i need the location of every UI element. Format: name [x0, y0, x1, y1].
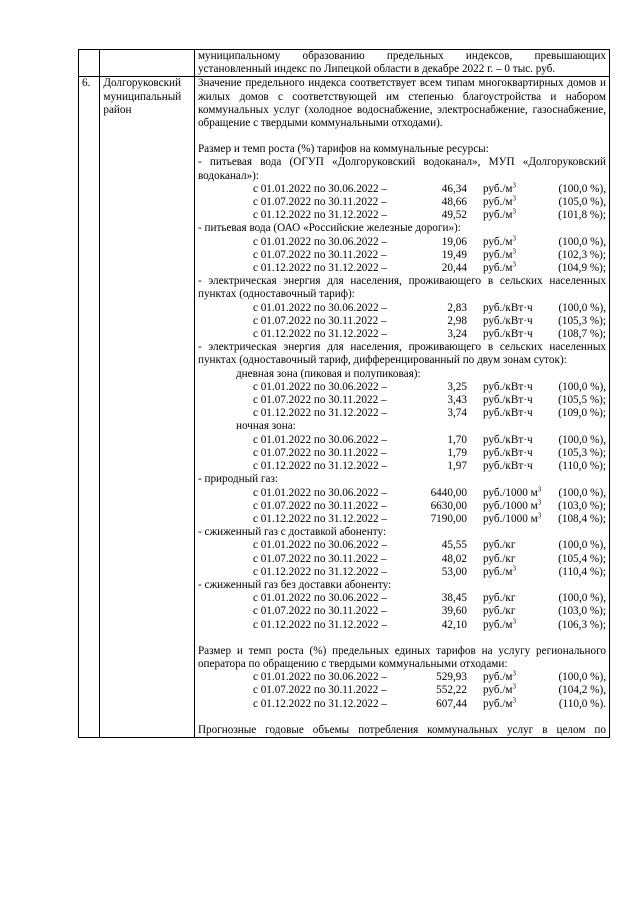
rate-line	[198, 592, 606, 605]
rate-percent: (108,4 %);	[558, 512, 606, 525]
rate-unit-text: руб./кВт·ч	[482, 380, 533, 393]
rate-unit-text: руб./кВт·ч	[482, 460, 533, 473]
rate-unit-superscript: 3	[512, 207, 517, 216]
rate-unit	[467, 553, 551, 566]
rate-value: 1,97	[447, 460, 467, 473]
rate-unit-text: руб./1000 м	[482, 499, 538, 512]
rate-period: с 01.12.2022 по 31.12.2022 –	[252, 618, 387, 631]
prev-text-line-1: муниципальному образованию предельных индексов, превышающих	[197, 50, 606, 62]
rate-value: 48,66	[441, 196, 467, 209]
rate-percent: (104,2 %),	[558, 684, 606, 697]
row-number-cell	[79, 50, 100, 77]
rate-line	[198, 302, 606, 315]
rate-period: с 01.07.2022 по 30.11.2022 –	[252, 684, 387, 697]
rate-period: с 01.01.2022 по 30.06.2022 –	[252, 671, 387, 684]
row-6-text	[194, 77, 609, 738]
rate-unit-text: руб./м	[482, 235, 513, 248]
rate-line	[198, 616, 606, 632]
rate-unit-superscript: 3	[537, 497, 542, 506]
table-row-6	[79, 77, 610, 738]
rate-percent: (110,4 %);	[558, 565, 606, 578]
rate-line	[198, 539, 606, 552]
rate-period: с 01.07.2022 по 30.11.2022 –	[252, 605, 387, 618]
rate-unit-text: руб./м	[482, 684, 513, 697]
rate-unit-superscript: 3	[512, 233, 517, 242]
rate-value: 53,00	[441, 565, 467, 578]
tariff-group-title: - сжиженный газ без доставки абоненту:	[197, 578, 392, 591]
rate-period: с 01.01.2022 по 30.06.2022 –	[252, 592, 387, 605]
rate-unit	[467, 513, 551, 526]
rate-value: 3,43	[447, 394, 467, 407]
rate-unit	[467, 684, 551, 697]
rate-line	[198, 328, 606, 341]
rate-line	[198, 447, 606, 460]
rate-value: 3,24	[447, 328, 467, 341]
rate-value: 1,70	[447, 433, 467, 446]
rate-unit	[467, 302, 551, 315]
rate-unit-superscript: 3	[512, 247, 517, 256]
rate-line	[198, 684, 606, 697]
rate-line	[198, 434, 606, 447]
rate-period: с 01.12.2022 по 31.12.2022 –	[252, 512, 387, 525]
rate-value: 6630,00	[430, 499, 467, 512]
rate-unit-text: руб./1000 м	[482, 512, 538, 525]
rate-unit-text: руб./м	[482, 262, 513, 275]
rate-percent: (102,3 %);	[558, 248, 606, 261]
tariff-subgroup-title: ночная зона:	[235, 420, 296, 433]
rate-line	[198, 695, 606, 711]
rate-line	[198, 671, 606, 684]
rate-unit	[467, 233, 551, 249]
rate-unit-superscript: 3	[512, 616, 517, 625]
rate-line	[198, 394, 606, 407]
rate-unit-superscript: 3	[512, 194, 517, 203]
rate-percent: (100,0 %),	[558, 592, 606, 605]
rate-unit	[467, 460, 551, 473]
rate-unit	[467, 315, 551, 328]
rate-percent: (100,0 %),	[558, 380, 606, 393]
rate-line	[198, 196, 606, 209]
rate-percent: (110,0 %);	[558, 460, 606, 473]
rate-unit-text: руб./1000 м	[482, 486, 538, 499]
rate-unit	[467, 196, 551, 209]
rate-period: с 01.01.2022 по 30.06.2022 –	[252, 301, 387, 314]
rate-value: 45,55	[441, 539, 467, 552]
intro-paragraph: Значение предельного индекса соответствует всем типам многоквартирных домов и жилых домов с соответствующей им степенью благоустройства и набором коммунальных услуг (холодное водоснабжение, электроснабжение, газоснабжение, обращение с твердыми коммунальными отходами).	[197, 77, 606, 130]
rate-value: 19,06	[441, 235, 467, 248]
rate-unit	[467, 592, 551, 605]
tariff-groups	[198, 156, 606, 631]
rate-percent: (100,0 %),	[558, 301, 606, 314]
rate-value: 42,10	[441, 618, 467, 631]
rate-line	[198, 381, 606, 394]
rate-unit	[467, 328, 551, 341]
rate-unit	[467, 381, 551, 394]
rate-percent: (100,0 %),	[558, 433, 606, 446]
rate-line	[198, 249, 606, 262]
rate-unit-text: руб./кВт·ч	[482, 394, 533, 407]
rate-unit	[467, 616, 551, 632]
tariff-group-title: - сжиженный газ с доставкой абоненту:	[197, 526, 387, 539]
rate-line	[198, 553, 606, 566]
rate-unit-text: руб./кг	[482, 539, 516, 552]
rate-period: с 01.12.2022 по 31.12.2022 –	[252, 565, 387, 578]
rate-unit-superscript: 3	[537, 511, 542, 520]
rate-percent: (108,7 %);	[558, 328, 606, 341]
rate-period: с 01.01.2022 по 30.06.2022 –	[252, 486, 387, 499]
rate-percent: (104,9 %);	[558, 262, 606, 275]
rate-unit	[467, 434, 551, 447]
rate-unit	[467, 262, 551, 275]
rate-unit-text: руб./кг	[482, 592, 516, 605]
tariff-group-title: - электрическая энергия для населения, проживающего в сельских населенных пунктах (одноставочный тариф, дифференцированный по двум зонам суток):	[197, 341, 606, 367]
rate-line	[198, 233, 606, 249]
tariff-table	[78, 49, 610, 738]
rate-period: с 01.07.2022 по 30.11.2022 –	[252, 552, 387, 565]
rate-unit-superscript: 3	[537, 484, 542, 493]
rate-value: 552,22	[436, 684, 467, 697]
rate-value: 2,98	[447, 314, 467, 327]
rate-unit-superscript: 3	[512, 682, 517, 691]
rate-percent: (100,0 %),	[558, 486, 606, 499]
rate-unit-superscript: 3	[512, 181, 517, 190]
rate-unit-text: руб./кг	[482, 605, 516, 618]
rate-period: с 01.07.2022 по 30.11.2022 –	[252, 394, 387, 407]
rate-percent: (101,8 %);	[558, 209, 606, 222]
rate-line	[198, 407, 606, 420]
rate-percent: (105,5 %);	[558, 394, 606, 407]
rate-line	[198, 563, 606, 579]
tariff-group-title: - природный газ:	[197, 473, 278, 486]
rate-line	[198, 315, 606, 328]
rate-percent: (100,0 %),	[558, 235, 606, 248]
rate-percent: (103,0 %);	[558, 499, 606, 512]
rate-line	[198, 484, 606, 500]
rate-unit	[467, 407, 551, 420]
rate-unit-text: руб./кВт·ч	[482, 407, 533, 420]
rate-unit-text: руб./кВт·ч	[482, 328, 533, 341]
rate-value: 607,44	[436, 697, 467, 710]
rate-unit-superscript: 3	[512, 563, 517, 572]
rate-period: с 01.01.2022 по 30.06.2022 –	[252, 539, 387, 552]
rate-period: с 01.12.2022 по 31.12.2022 –	[252, 460, 387, 473]
rate-unit	[467, 695, 551, 711]
rate-percent: (105,0 %),	[558, 196, 606, 209]
rate-percent: (105,3 %);	[558, 446, 606, 459]
rate-unit-superscript: 3	[512, 669, 517, 678]
rate-line	[198, 183, 606, 196]
rate-percent: (106,3 %);	[558, 618, 606, 631]
rate-value: 19,49	[441, 248, 467, 261]
rate-unit-text: руб./кг	[482, 552, 516, 565]
rate-period: с 01.01.2022 по 30.06.2022 –	[252, 182, 387, 195]
rate-value: 48,02	[441, 552, 467, 565]
rate-unit-text: руб./кВт·ч	[482, 446, 533, 459]
rate-unit-text: руб./м	[482, 671, 513, 684]
rate-unit-text: руб./м	[482, 182, 513, 195]
rate-value: 46,34	[441, 182, 467, 195]
forecast-line: Прогнозные годовые объемы потребления коммунальных услуг в целом по	[197, 723, 606, 736]
rate-unit-text: руб./кВт·ч	[482, 314, 533, 327]
rate-unit	[467, 563, 551, 579]
rate-period: с 01.01.2022 по 30.06.2022 –	[252, 380, 387, 393]
rate-unit-text: руб./кВт·ч	[482, 301, 533, 314]
tariff-subgroup-title: дневная зона (пиковая и полупиковая):	[235, 367, 421, 380]
rate-value: 3,25	[447, 380, 467, 393]
rate-line	[198, 513, 606, 526]
rate-value: 7190,00	[430, 512, 467, 525]
prev-text-line-2: установленный индекс по Липецкой области в декабре 2022 г. – 0 тыс. руб.	[197, 63, 556, 76]
rate-percent: (100,0 %),	[558, 671, 606, 684]
rate-unit	[467, 183, 551, 196]
rate-percent: (105,3 %);	[558, 314, 606, 327]
rate-line	[198, 605, 606, 618]
rate-period: с 01.12.2022 по 31.12.2022 –	[252, 209, 387, 222]
rate-percent: (100,0 %),	[558, 539, 606, 552]
rate-percent: (100,0 %),	[558, 182, 606, 195]
rate-period: с 01.01.2022 по 30.06.2022 –	[252, 433, 387, 446]
rate-value: 529,93	[436, 671, 467, 684]
rate-unit-superscript: 3	[512, 695, 517, 704]
rate-unit	[467, 605, 551, 618]
rate-line	[198, 497, 606, 513]
rate-unit-text: руб./кВт·ч	[482, 433, 533, 446]
rate-percent: (103,0 %);	[558, 605, 606, 618]
rate-unit	[467, 539, 551, 552]
rate-value: 20,44	[441, 262, 467, 275]
rate-unit-text: руб./м	[482, 565, 513, 578]
waste-rates	[198, 671, 606, 711]
rate-unit-superscript: 3	[512, 260, 517, 269]
rate-period: с 01.12.2022 по 31.12.2022 –	[252, 407, 387, 420]
tariffs-heading: Размер и темп роста (%) тарифов на коммунальные ресурсы:	[197, 143, 489, 156]
rate-unit-text: руб./м	[482, 209, 513, 222]
rate-period: с 01.12.2022 по 31.12.2022 –	[252, 262, 387, 275]
rate-period: с 01.12.2022 по 31.12.2022 –	[252, 697, 387, 710]
district-name: Долгоруковский муниципальный район	[100, 77, 195, 738]
tariff-group-title: - питьевая вода (ОАО «Российские железные дороги»):	[197, 222, 461, 235]
rate-value: 3,74	[447, 407, 467, 420]
rate-period: с 01.07.2022 по 30.11.2022 –	[252, 499, 387, 512]
rate-period: с 01.07.2022 по 30.11.2022 –	[252, 196, 387, 209]
rate-unit-text: руб./м	[482, 618, 513, 631]
district-name-cell	[100, 50, 195, 77]
rate-value: 38,45	[441, 592, 467, 605]
rate-value: 49,52	[441, 209, 467, 222]
rate-period: с 01.01.2022 по 30.06.2022 –	[252, 235, 387, 248]
tariff-group-title: - электрическая энергия для населения, проживающего в сельских населенных пунктах (одноставочный тариф):	[197, 275, 606, 301]
text-cell	[194, 50, 609, 77]
rate-value: 1,79	[447, 446, 467, 459]
rate-unit	[467, 209, 551, 222]
rate-unit-text: руб./м	[482, 196, 513, 209]
rate-value: 2,83	[447, 301, 467, 314]
rate-unit-text: руб./м	[482, 248, 513, 261]
rate-unit	[467, 394, 551, 407]
rate-period: с 01.12.2022 по 31.12.2022 –	[252, 328, 387, 341]
rate-percent: (109,0 %);	[558, 407, 606, 420]
waste-heading: Размер и темп роста (%) предельных единых тарифов на услугу регионального оператора по обращению с твердыми коммунальными отходами:	[197, 644, 606, 670]
rate-period: с 01.07.2022 по 30.11.2022 –	[252, 314, 387, 327]
rate-percent: (105,4 %);	[558, 552, 606, 565]
rate-value: 39,60	[441, 605, 467, 618]
rate-period: с 01.07.2022 по 30.11.2022 –	[252, 446, 387, 459]
row-number: 6.	[79, 77, 100, 738]
rate-unit	[467, 447, 551, 460]
rate-line	[198, 209, 606, 222]
table-row-previous	[79, 50, 610, 77]
rate-line	[198, 460, 606, 473]
rate-unit	[467, 671, 551, 684]
rate-value: 6440,00	[430, 486, 467, 499]
rate-unit-text: руб./м	[482, 697, 513, 710]
rate-unit	[467, 249, 551, 262]
rate-percent: (110,0 %).	[558, 697, 606, 710]
rate-period: с 01.07.2022 по 30.11.2022 –	[252, 248, 387, 261]
rate-line	[198, 262, 606, 275]
tariff-group-title: - питьевая вода (ОГУП «Долгоруковский водоканал», МУП «Долгоруковский водоканал»):	[197, 156, 606, 182]
